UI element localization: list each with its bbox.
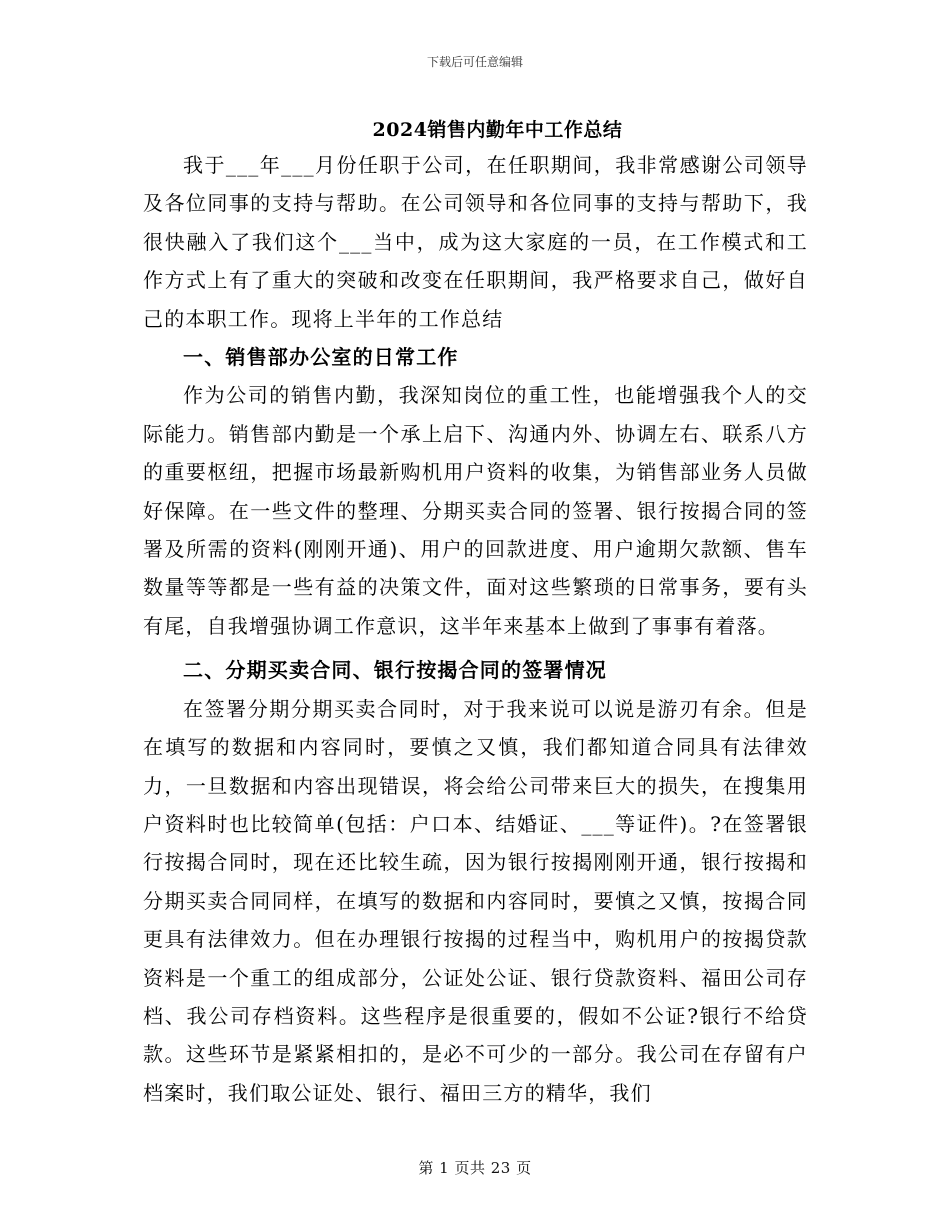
section-1-paragraph: 作为公司的销售内勤，我深知岗位的重工性，也能增强我个人的交际能力。销售部内勤是一个承上启下、沟通内外、协调左右、联系八方的重要枢纽，把握市场最新购机用户资料的收集，为销售部业务人员做好保障。在一些文件的整理、分期买卖合同的签署、银行按揭合同的签署及所需的资料(刚刚开通)、用户的回款进度、用户逾期欠款额、售车数量等等都是一些有益的决策文件，面对这些繁琐的日常事务，要有头有尾，自我增强协调工作意识，这半年来基本上做到了事事有着落。 [143,383,808,638]
header-note: 下载后可任意编辑 [426,55,523,69]
section-heading-1: 一、销售部办公室的日常工作 [183,345,459,370]
section-2-paragraph: 在签署分期分期买卖合同时，对于我来说可以说是游刃有余。但是在填写的数据和内容同时，要慎之又慎，我们都知道合同具有法律效力，一旦数据和内容出现错误，将会给公司带来巨大的损失，在搜集用户资料时也比较简单(包括：户口本、结婚证、___等证件)。?在签署银行按揭合同时，现在还比较生疏，因为银行按揭刚刚开通，银行按揭和分期买卖合同同样，在填写的数据和内容同时，要慎之又慎，按揭合同更具有法律效力。但在办理银行按揭的过程当中，购机用户的按揭贷款资料是一个重工的组成部分，公证处公证、银行贷款资料、福田公司存档、我公司存档资料。这些程序是很重要的，假如不公证?银行不给贷款。这些环节是紧紧相扣的，是必不可少的一部分。我公司在存留有户档案时，我们取公证处、银行、福田三方的精华，我们 [143,696,808,1105]
document-title: 2024销售内勤年中工作总结 [372,119,623,141]
document-body [143,146,808,1112]
section-heading-2: 二、分期买卖合同、银行按揭合同的签署情况 [183,658,607,683]
page-footer: 第 1 页共 23 页 [418,1159,532,1177]
intro-paragraph: 我于___年___月份任职于公司，在任职期间，我非常感谢公司领导及各位同事的支持与帮助。在公司领导和各位同事的支持与帮助下，我很快融入了我们这个___当中，成为这大家庭的一员，在工作模式和工作方式上有了重大的突破和改变在任职期间，我严格要求自己，做好自己的本职工作。现将上半年的工作总结 [143,153,808,331]
